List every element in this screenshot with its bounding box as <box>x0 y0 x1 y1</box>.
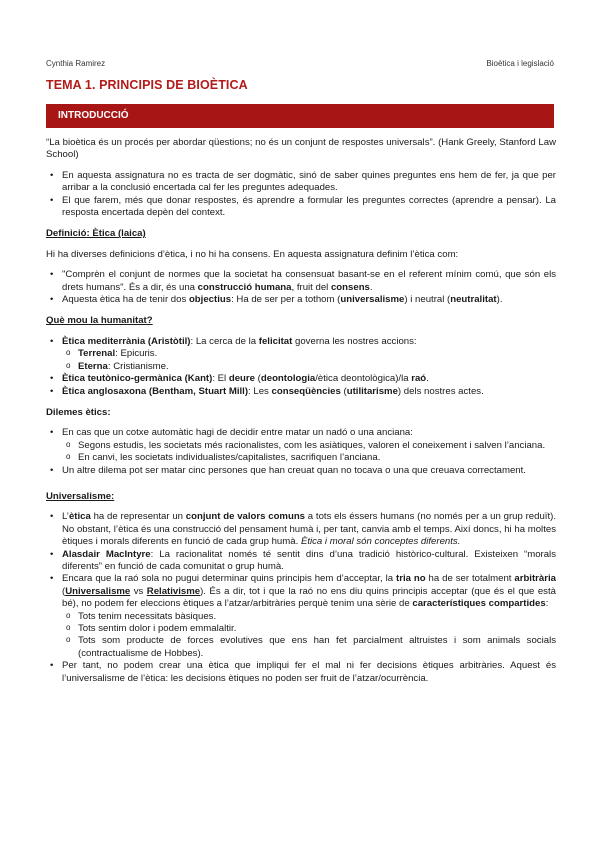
sub-list-item: o Tots som producte de forces evolutives que ens han fet parcialment altruistes i som animals socials (contractualisme de Hobbes). <box>62 635 556 660</box>
author-name: Cynthia Ramirez <box>46 59 106 68</box>
list-item: • En cas que un cotxe automàtic hagi de decidir entre matar un nadó o una anciana: o Segons estudis, les societats més racionalistes, com les asiàtiques, valoren el coneixement i salven l’anciana. o En canvi, les societats individualistes/capitalistes, sacrifiquen l’anciana. <box>46 427 556 464</box>
sub-list-item: o Tots sentim dolor i podem emmalaltir. <box>62 623 556 635</box>
definition-heading: Definició: Ètica (laica) <box>46 228 146 240</box>
list-item: • Alasdair MacIntyre: La racionalitat només té sentit dins d’una tradició històrico-cultural. Existeixen “morals diferents” en funció de cada comunitat o grup humà. <box>46 549 556 574</box>
sub-list-item: o Segons estudis, les societats més racionalistes, com les asiàtiques, valoren el coneixement i salven l’anciana. <box>62 440 556 452</box>
list-item: • Encara que la raó sola no pugui determinar quins principis hem d’acceptar, la tria no ha de ser totalment arbitrària (Universalisme vs Relativisme). És a dir, tot i que la raó no ens diu quins principis acceptar (que és el que està bé), no podem fer eleccions ètiques a l’atzar/arbitràries perquè tenim una sèrie de característiques compartides: o Tots tenim necessitats bàsiques. o Tots sentim dolor i podem emmalaltir. o Tots som producte de forces evolutives que ens han fet parcialment altruistes i som animals socials (contractualisme de Hobbes). <box>46 573 556 660</box>
quote: “La bioètica és un procés per abordar qüestions; no és un conjunt de respostes universals”. (Hank Greely, Stanford Law School) <box>46 137 556 161</box>
sub-list-item: o Tots tenim necessitats bàsiques. <box>62 611 556 623</box>
list-item: • En aquesta assignatura no es tracta de ser dogmàtic, sinó de saber quines preguntes ens hem de fer, ja que per arribar a la conclusió encertada cal fer les preguntes adequades. <box>46 170 556 195</box>
document-body <box>46 137 556 685</box>
page-header <box>46 58 554 70</box>
list-item: • Aquesta ètica ha de tenir dos objectius: Ha de ser per a tothom (universalisme) i neutral (neutralitat). <box>46 294 556 306</box>
dilemmas-heading: Dilemes ètics: <box>46 406 111 418</box>
sub-list-item: o Eterna: Cristianisme. <box>62 361 556 373</box>
dilemmas-list <box>46 427 556 477</box>
list-item: • Ètica mediterrània (Aristòtil): La cerca de la felicitat governa les nostres accions: o Terrenal: Epicuris. o Eterna: Cristianisme. <box>46 336 556 373</box>
list-item: • Ètica anglosaxona (Bentham, Stuart Mill): Les conseqüències (utilitarisme) dels nostres actes. <box>46 386 556 398</box>
universalism-list <box>46 511 556 685</box>
list-item: • "Comprèn el conjunt de normes que la societat ha consensuat basant-se en el referent mínim comú, que són els drets humans". És a dir, és una construcció humana, fruit del consens. <box>46 269 556 294</box>
intro-list <box>46 170 556 220</box>
section-band: INTRODUCCIÓ <box>46 104 554 128</box>
course-name: Bioètica i legislació <box>486 59 554 68</box>
humanity-heading: Què mou la humanitat? <box>46 315 153 327</box>
list-item: • Per tant, no podem crear una ètica que impliqui fer el mal ni fer decisions ètiques arbitràries. Aquest és l’universalisme de l’ètica: les decisions ètiques no poden ser fruit de l’atzar/ocurrència. <box>46 660 556 685</box>
sub-list-item: o En canvi, les societats individualistes/capitalistes, sacrifiquen l’anciana. <box>62 452 556 464</box>
list-item: • Un altre dilema pot ser matar cinc persones que han creuat quan no tocava o una que creuava correctament. <box>46 465 556 477</box>
definition-paragraph: Hi ha diverses definicions d’ètica, i no hi ha consens. En aquesta assignatura definim l’ètica com: <box>46 248 459 260</box>
sub-list-item: o Terrenal: Epicuris. <box>62 348 556 360</box>
list-item: • El que farem, més que donar respostes, és aprendre a formular les preguntes correctes (aprendre a pensar). La resposta encertada depèn del context. <box>46 195 556 220</box>
list-item: • L’ètica ha de representar un conjunt de valors comuns a tots els éssers humans (no només per a un grup reduït). No obstant, l’ètica és una construcció del pensament humà i, per tant, canvia amb el temps. Així doncs, hi ha moltes ètiques i morals diferents en funció de cada grup humà. Ètica i moral són conceptes diferents. <box>46 511 556 548</box>
humanity-list <box>46 336 556 398</box>
list-item: • Ètica teutònico-germànica (Kant): El deure (deontologia/ètica deontològica)/la raó. <box>46 373 556 385</box>
universalism-heading: Universalisme: <box>46 490 115 502</box>
page-title: TEMA 1. PRINCIPIS DE BIOÈTICA <box>46 78 248 92</box>
definition-list <box>46 269 556 306</box>
